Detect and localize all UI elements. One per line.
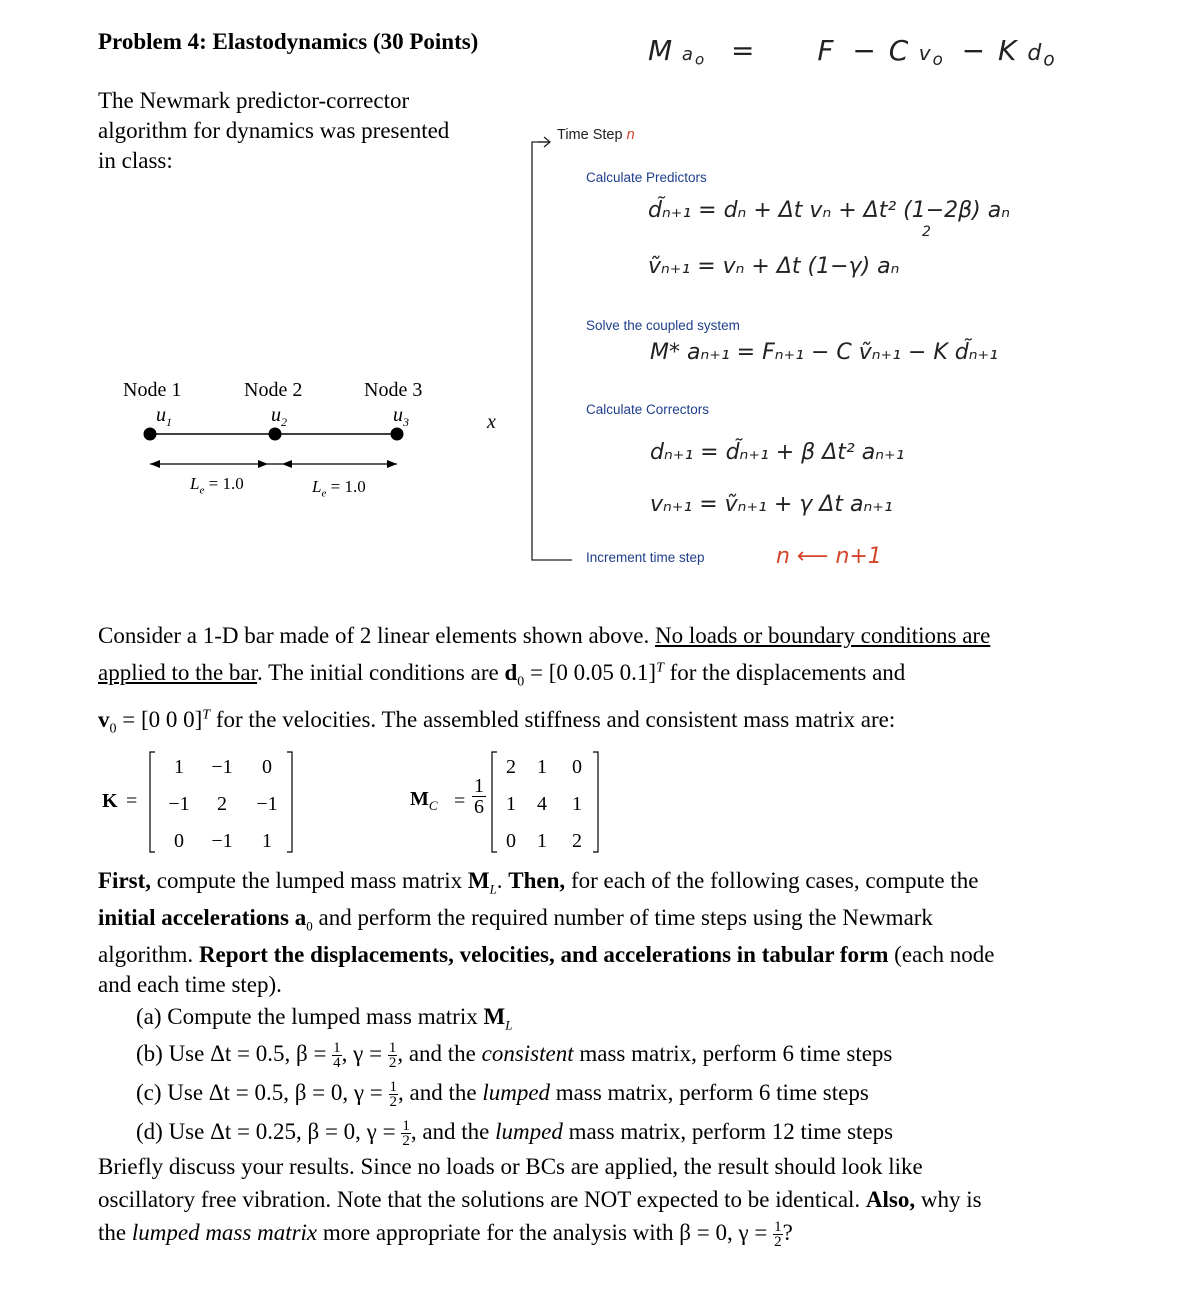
predictor-displacement-eq: d̃ₙ₊₁ = dₙ + Δt vₙ + Δt² (1−2β) aₙ: [648, 198, 1011, 223]
paragraph-line-2: applied to the bar. The initial conditions are $d_0 = [0$ 0.05 0.1]$^T$ for the displacements and: [98, 660, 906, 690]
intro-line-1: The Newmark predictor-corrector: [98, 88, 410, 113]
instructions-line-1: First, compute the lumped mass matrix $M_L$. Then, for each of the following cases, compute the: [98, 868, 979, 897]
solve-label: Solve the coupled system: [586, 318, 740, 333]
Mc-equals: =: [454, 790, 466, 812]
dim-arrow-mid-left: [258, 460, 268, 468]
K-13: 0: [262, 756, 272, 778]
K-32: −1: [211, 830, 233, 852]
node-1-label: Node 1: [123, 379, 182, 401]
element-2-length: $L_e = 1.0$: [312, 477, 366, 500]
Mc-label: $M_C$: [410, 788, 438, 813]
Mc-12: 1: [537, 756, 547, 778]
K-bracket-left: [150, 752, 155, 852]
K-matrix: [160, 752, 288, 856]
predictors-label: Calculate Predictors: [586, 170, 707, 185]
K-22: 2: [217, 793, 227, 815]
Mc-22: 4: [537, 793, 547, 815]
Mc-matrix: [498, 752, 594, 856]
node-2-label: Node 2: [244, 379, 303, 401]
solve-equation: M* aₙ₊₁ = Fₙ₊₁ − C ṽₙ₊₁ − K d̃ₙ₊₁: [650, 340, 998, 365]
closing-line-2: oscillatory free vibration. Note that the solutions are NOT expected to be identical. Also, why is: [98, 1187, 982, 1212]
intro-line-2: algorithm for dynamics was presented: [98, 118, 450, 143]
paragraph-line-1: Consider a 1-D bar made of 2 linear elements shown above. No loads or boundary conditions are: [98, 623, 991, 648]
Mc-32: 1: [537, 830, 547, 852]
node-3-label: Node 3: [364, 379, 423, 401]
K-23: −1: [256, 793, 278, 815]
Mc-33: 2: [572, 830, 582, 852]
problem-title: Problem 4: Elastodynamics (30 Points): [98, 29, 479, 54]
dof-u3: $u_3$: [393, 404, 409, 429]
instructions-line-2: initial accelerations $a_0$ and perform the required number of time steps using the Newmark: [98, 905, 933, 934]
node-1-dot: [144, 428, 157, 441]
predictor-velocity-eq: ṽₙ₊₁ = vₙ + Δt (1−γ) aₙ: [648, 254, 900, 279]
K-21: −1: [168, 793, 190, 815]
K-31: 0: [174, 830, 184, 852]
element-1-length: $L_e = 1.0$: [190, 474, 244, 497]
underlined-no-loads: No loads or boundary conditions are: [654, 623, 991, 648]
closing-line-1: Briefly discuss your results. Since no loads or BCs are applied, the result should look like: [98, 1154, 923, 1179]
K-label: K: [102, 790, 118, 812]
predictor-half: 2: [922, 224, 931, 240]
axis-x-label: x: [487, 411, 496, 433]
K-equals: =: [126, 790, 138, 812]
dof-u1: $u_1$: [156, 404, 172, 429]
dim-arrow-left: [150, 460, 160, 468]
K-12: −1: [211, 756, 233, 778]
Mc-31: 0: [506, 830, 516, 852]
closing-line-3: the lumped mass matrix more appropriate for the analysis with β = 0, γ = $\frac{1}{2}$ ?: [98, 1219, 793, 1251]
instructions-line-3: algorithm. Report the displacements, velocities, and accelerations in tabular form (each node: [98, 942, 995, 967]
intro-line-3: in class:: [98, 148, 173, 173]
case-d: (d) Use Δt = 0.25, β = 0, γ = $\frac{1}{2}$ , and the lumped mass matrix, perform 12 time steps: [136, 1118, 894, 1150]
increment-equation: n ⟵ n+1: [776, 544, 882, 569]
instructions-line-4: and each time step).: [98, 972, 282, 997]
corrector-velocity-eq: vₙ₊₁ = ṽₙ₊₁ + γ Δt aₙ₊₁: [650, 492, 893, 517]
paragraph-line-3: $v_0 = [0$ 0 0]$^T$ for the velocities. The assembled stiffness and consistent mass matrix are:: [98, 707, 896, 737]
time-step-label: Time Step n: [557, 127, 635, 143]
increment-label: Increment time step: [586, 550, 705, 565]
Mc-bracket-left: [492, 752, 497, 852]
case-b: (b) Use Δt = 0.5, β = $\frac{1}{4}$ , γ = $\frac{1}{2}$ , and the consistent mass matrix, perform 6 time steps: [136, 1040, 893, 1072]
dim-arrow-mid-right: [282, 460, 292, 468]
Mc-13: 0: [572, 756, 582, 778]
dim-arrow-right: [387, 460, 397, 468]
case-a: (a) Compute the lumped mass matrix $M_L$: [136, 1004, 513, 1033]
Mc-11: 2: [506, 756, 516, 778]
corrector-displacement-eq: dₙ₊₁ = d̃ₙ₊₁ + β Δt² aₙ₊₁: [650, 440, 905, 465]
case-c: (c) Use Δt = 0.5, β = 0, γ = $\frac{1}{2}$ , and the lumped mass matrix, perform 6 time steps: [136, 1079, 869, 1111]
governing-equation: M $a_o = F - C$ $v_o - K$ $d_o$: [648, 34, 1057, 71]
Mc-21: 1: [506, 793, 516, 815]
K-33: 1: [262, 830, 272, 852]
K-11: 1: [174, 756, 184, 778]
underlined-applied: applied to the bar: [98, 660, 258, 685]
correctors-label: Calculate Correctors: [586, 402, 710, 417]
Mc-fraction: $\frac{1}{6}$: [474, 775, 484, 818]
Mc-23: 1: [572, 793, 582, 815]
algorithm-loop-bracket: [532, 142, 572, 560]
dof-u2: $u_2$: [271, 404, 287, 429]
